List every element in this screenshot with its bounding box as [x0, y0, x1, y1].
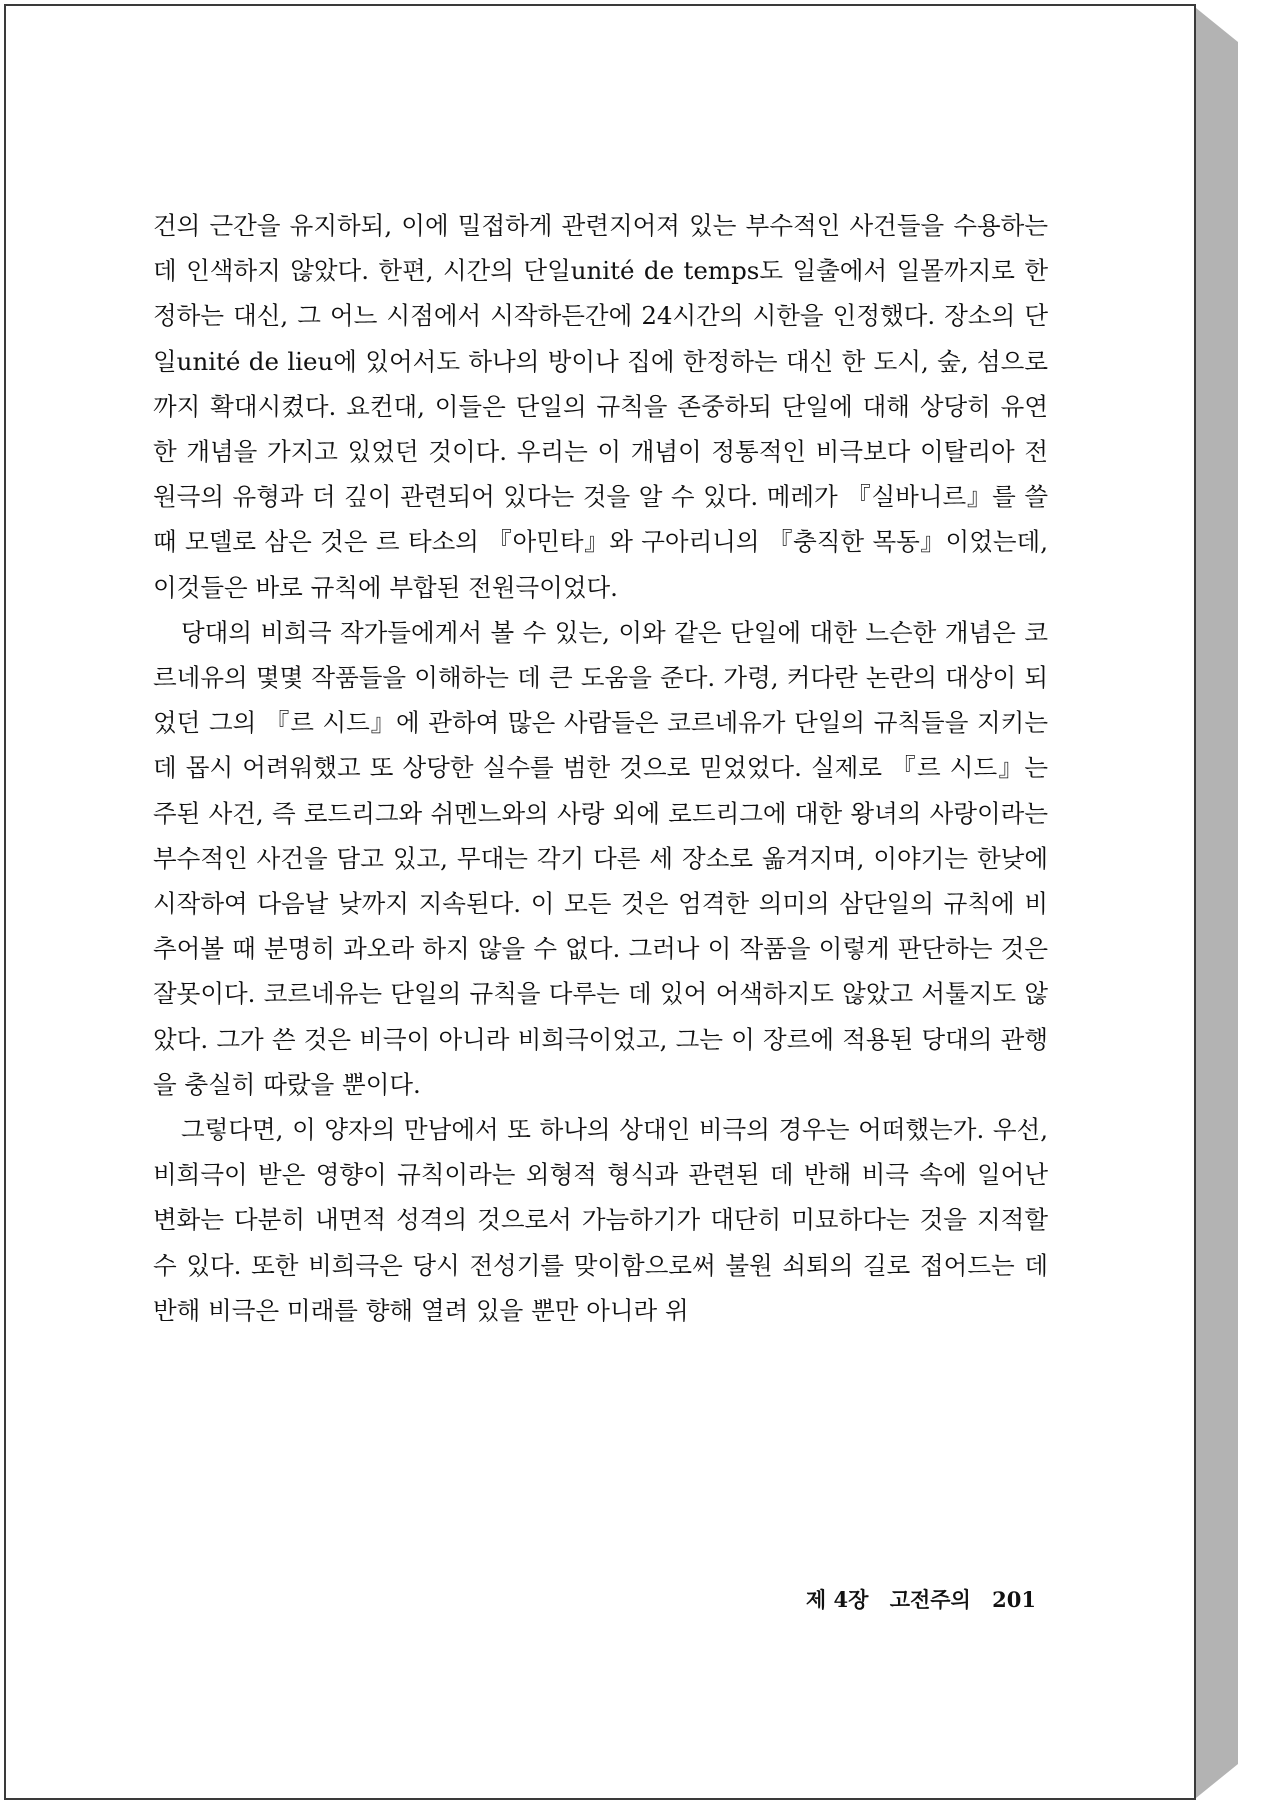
page-number: 201 — [992, 1587, 1036, 1612]
paragraph-2: 당대의 비희극 작가들에게서 볼 수 있는, 이와 같은 단일에 대한 느슨한 개념은 코르네유의 몇몇 작품들을 이해하는 데 큰 도움을 준다. 가령, 커다란 논란의 대상이 되었던 그의 『르 시드』에 관하여 많은 사람들은 코르네유가 단일의 규칙들을 지키는 데 몹시 어려워했고 또 상당한 실수를 범한 것으로 믿었었다. 실제로 『르 시드』는 주된 사건, 즉 로드리그와 쉬멘느와의 사랑 외에 로드리그에 대한 왕녀의 사랑이라는 부수적인 사건을 담고 있고, 무대는 각기 다른 세 장소로 옮겨지며, 이야기는 한낮에 시작하여 다음날 낮까지 지속된다. 이 모든 것은 엄격한 의미의 삼단일의 규칙에 비추어볼 때 분명히 과오라 하지 않을 수 없다. 그러나 이 작품을 이렇게 판단하는 것은 잘못이다. 코르네유는 단일의 규칙을 다루는 데 있어 어색하지도 않았고 서툴지도 않았다. 그가 쓴 것은 비극이 아니라 비희극이었고, 그는 이 장르에 적용된 당대의 관행을 충실히 따랐을 뿐이다. — [153, 617, 1048, 1099]
body-text — [153, 203, 1048, 1333]
book-page — [4, 4, 1196, 1800]
running-footer — [796, 1584, 1036, 1614]
chapter-label: 제 4장 — [805, 1587, 869, 1612]
book-edge — [1196, 8, 1238, 1798]
paragraph-3: 그렇다면, 이 양자의 만남에서 또 하나의 상대인 비극의 경우는 어떠했는가. 우선, 비희극이 받은 영향이 규칙이라는 외형적 형식과 관련된 데 반해 비극 속에 일어난 변화는 다분히 내면적 성격의 것으로서 가늠하기가 대단히 미묘하다는 것을 지적할 수 있다. 또한 비희극은 당시 전성기를 맞이함으로써 불원 쇠퇴의 길로 접어드는 데 반해 비극은 미래를 향해 열려 있을 뿐만 아니라 위 — [153, 1115, 1048, 1325]
chapter-title: 고전주의 — [889, 1587, 971, 1612]
paragraph-1: 건의 근간을 유지하되, 이에 밀접하게 관련지어져 있는 부수적인 사건들을 수용하는 데 인색하지 않았다. 한편, 시간의 단일unité de temps도 일출에서 일몰까지로 한정하는 대신, 그 어느 시점에서 시작하든간에 24시간의 시한을 인정했다. 장소의 단일unité de lieu에 있어서도 하나의 방이나 집에 한정하는 대신 한 도시, 숲, 섬으로까지 확대시켰다. 요컨대, 이들은 단일의 규칙을 존중하되 단일에 대해 상당히 유연한 개념을 가지고 있었던 것이다. 우리는 이 개념이 정통적인 비극보다 이탈리아 전원극의 유형과 더 깊이 관련되어 있다는 것을 알 수 있다. 메레가 『실바니르』를 쓸 때 모델로 삼은 것은 르 타소의 『아민타』와 구아리니의 『충직한 목동』이었는데, 이것들은 바로 규칙에 부합된 전원극이었다. — [153, 211, 1048, 602]
